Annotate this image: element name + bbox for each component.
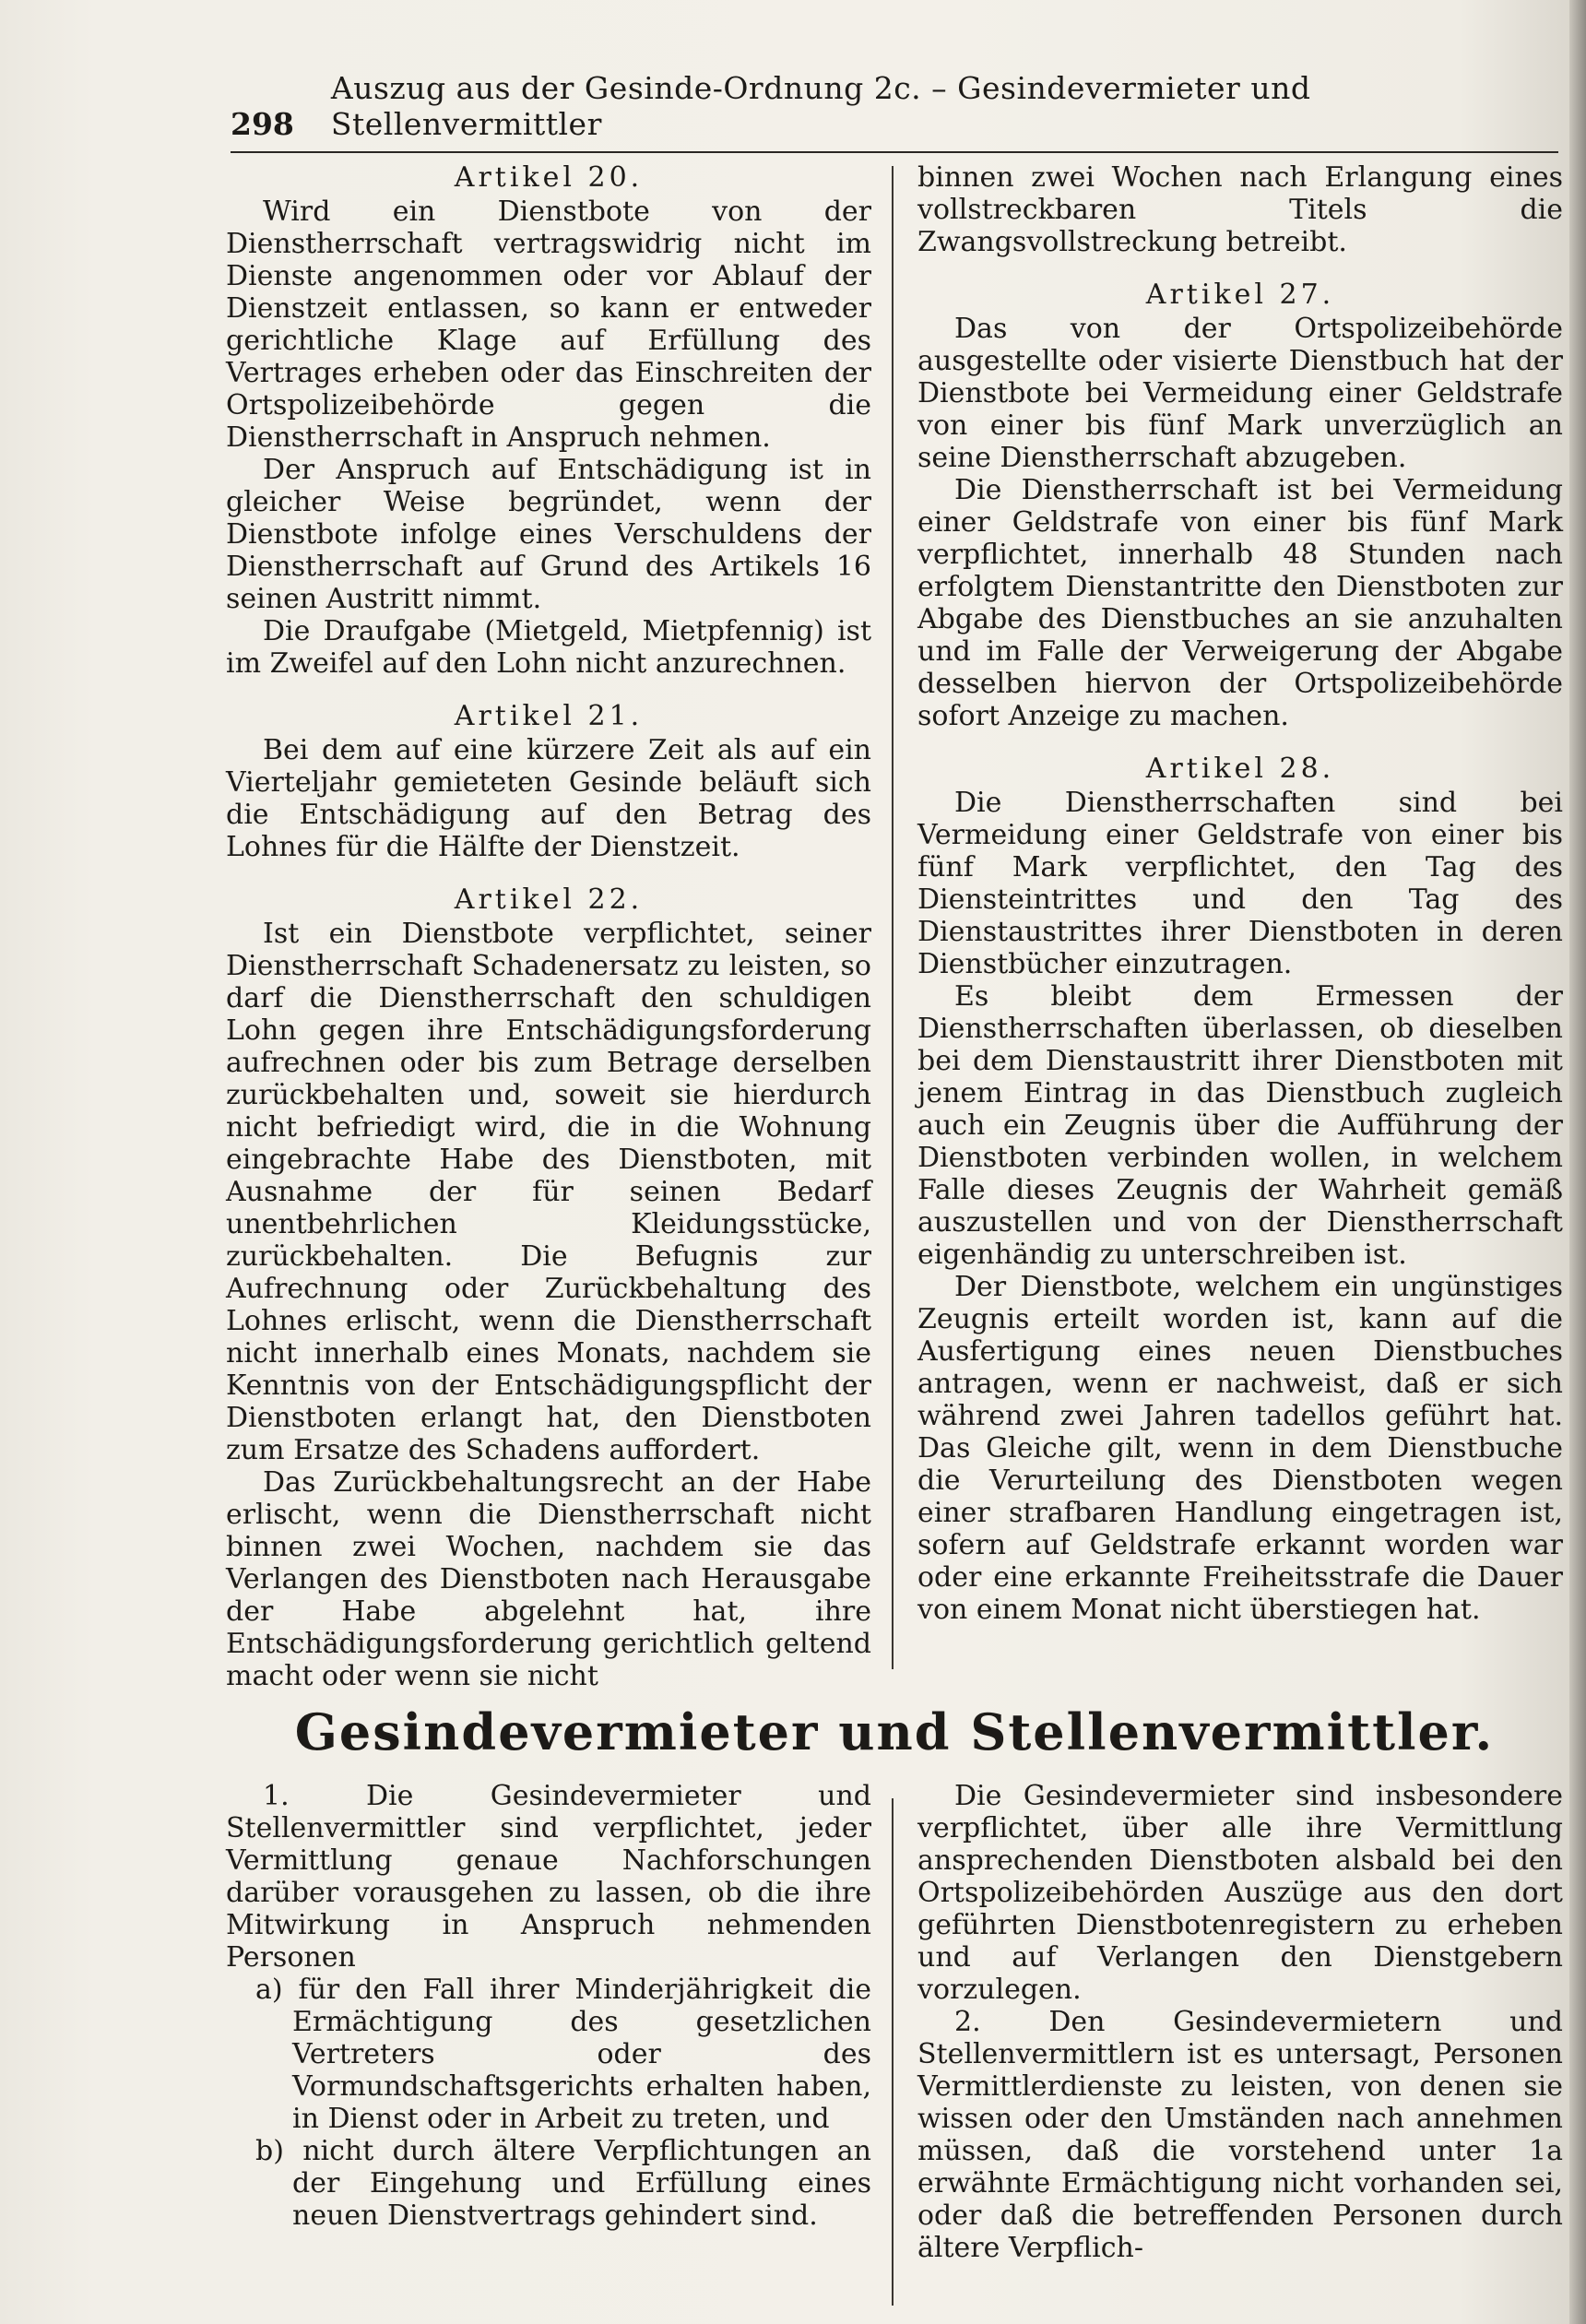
article-21-paragraph-1: Bei dem auf eine kürzere Zeit als auf ein Vierteljahr gemieteten Gesinde beläuft sich die Entschädigung auf den Betrag des Lohnes für die Hälfte der Dienstzeit. <box>226 734 871 863</box>
section-title: Gesindevermieter und Stellenvermittler. <box>294 1702 1495 1761</box>
left-column <box>226 161 871 1692</box>
section-item-b: b) nicht durch ältere Verpflichtungen an der Eingehung und Erfüllung eines neuen Dienstvertrags gehindert sind. <box>255 2135 871 2232</box>
section-item-a: a) für den Fall ihrer Minderjährigkeit die Ermächtigung des gesetzlichen Vertreters oder des Vormundschaftsgerichts erhalten haben, in Dienst oder in Arbeit zu treten, und <box>255 1974 871 2135</box>
article-20-heading: Artikel 20. <box>454 161 644 194</box>
page-edge <box>1569 0 1586 2324</box>
section-right-paragraph-1: Die Gesindevermieter sind insbesondere verpflichtet, über alle ihre Vermittlung ansprechenden Dienstboten alsbald bei den Ortspolizeibehörden Auszüge aus den dort geführten Dienstbotenregistern zu erheben und auf Verlangen den Dienstgebern vorzulegen. <box>917 1780 1563 2006</box>
page-number: 298 <box>231 106 294 142</box>
right-column <box>917 161 1563 1626</box>
section-right-paragraph-2: 2. Den Gesindevermietern und Stellenvermittlern ist es untersagt, Personen Vermittlerdienste zu leisten, von denen sie wissen oder den Umständen nach annehmen müssen, daß die vorstehend unter 1a erwähnte Ermächtigung nicht vorhanden sei, oder daß die betreffenden Personen durch ältere Verpflich- <box>917 2006 1563 2264</box>
article-20-paragraph-1: Wird ein Dienstbote von der Dienstherrschaft vertragswidrig nicht im Dienste angenommen oder vor Ablauf der Dienstzeit entlassen, so kann er entweder gerichtliche Klage auf Erfüllung des Vertrages erheben oder das Einschreiten der Ortspolizeibehörde gegen die Dienstherrschaft in Anspruch nehmen. <box>226 196 871 454</box>
article-28-paragraph-1: Die Dienstherrschaften sind bei Vermeidung einer Geldstrafe von einer bis fünf Mark verpflichtet, den Tag des Diensteintrittes und den Tag des Dienstaustrittes ihrer Dienstboten in deren Dienstbücher einzutragen. <box>917 787 1563 980</box>
running-header <box>231 70 1558 153</box>
section-right-column <box>917 1780 1563 2264</box>
article-27-heading: Artikel 27. <box>1145 279 1335 311</box>
section-left-column <box>226 1780 871 2232</box>
column-divider <box>892 166 894 1669</box>
section-column-divider <box>892 1798 894 2306</box>
article-22-heading: Artikel 22. <box>454 883 644 916</box>
article-27-paragraph-2: Die Dienstherrschaft ist bei Vermeidung einer Geldstrafe von einer bis fünf Mark verpflichtet, innerhalb 48 Stunden nach erfolgtem Dienstantritte den Dienstboten zur Abgabe des Dienstbuches an sie anzuhalten und im Falle der Verweigerung der Abgabe desselben hiervon der Ortspolizeibehörde sofort Anzeige zu machen. <box>917 474 1563 732</box>
running-title: Auszug aus der Gesinde-Ordnung 2c. – Gesindevermieter und Stellenvermittler <box>330 70 1311 142</box>
article-21-heading: Artikel 21. <box>454 700 644 732</box>
article-28-heading: Artikel 28. <box>1145 753 1335 785</box>
continued-paragraph: binnen zwei Wochen nach Erlangung eines vollstreckbaren Titels die Zwangsvollstreckung betreibt. <box>917 161 1563 258</box>
article-20-paragraph-2: Der Anspruch auf Entschädigung ist in gleicher Weise begründet, wenn der Dienstbote infolge eines Verschuldens der Dienstherrschaft auf Grund des Artikels 16 seinen Austritt nimmt. <box>226 454 871 615</box>
article-28-paragraph-3: Der Dienstbote, welchem ein ungünstiges Zeugnis erteilt worden ist, kann auf die Ausfertigung eines neuen Dienstbuches antragen, wenn er nachweist, daß er sich während zwei Jahren tadellos geführt hat. Das Gleiche gilt, wenn in dem Dienstbuche die Verurteilung des Dienstboten wegen einer strafbaren Handlung eingetragen ist, sofern auf Geldstrafe erkannt worden war oder eine erkannte Freiheitsstrafe die Dauer von einem Monat nicht überstiegen hat. <box>917 1271 1563 1626</box>
article-28-paragraph-2: Es bleibt dem Ermessen der Dienstherrschaften überlassen, ob dieselben bei dem Dienstaustritt ihrer Dienstboten mit jenem Eintrag in das Dienstbuch zugleich auch ein Zeugnis über die Aufführung der Dienstboten verbinden wollen, in welchem Falle dieses Zeugnis der Wahrheit gemäß auszustellen und von der Dienstherrschaft eigenhändig zu unterschreiben ist. <box>917 980 1563 1271</box>
article-22-paragraph-2: Das Zurückbehaltungsrecht an der Habe erlischt, wenn die Dienstherrschaft nicht binnen zwei Wochen, nachdem sie das Verlangen des Dienstboten nach Herausgabe der Habe abgelehnt hat, ihre Entschädigungsforderung gerichtlich geltend macht oder wenn sie nicht <box>226 1466 871 1692</box>
article-20-paragraph-3: Die Draufgabe (Mietgeld, Mietpfennig) ist im Zweifel auf den Lohn nicht anzurechnen. <box>226 615 871 680</box>
article-27-paragraph-1: Das von der Ortspolizeibehörde ausgestellte oder visierte Dienstbuch hat der Dienstbote bei Vermeidung einer Geldstrafe von einer bis fünf Mark unverzüglich an seine Dienstherrschaft abzugeben. <box>917 313 1563 474</box>
section-paragraph-1: 1. Die Gesindevermieter und Stellenvermittler sind verpflichtet, jeder Vermittlung genaue Nachforschungen darüber vorausgehen zu lassen, ob die ihre Mitwirkung in Anspruch nehmenden Personen <box>226 1780 871 1974</box>
article-22-paragraph-1: Ist ein Dienstbote verpflichtet, seiner Dienstherrschaft Schadenersatz zu leisten, so darf die Dienstherrschaft den schuldigen Lohn gegen ihre Entschädigungsforderung aufrechnen oder bis zum Betrage derselben zurückbehalten und, soweit sie hierdurch nicht befriedigt wird, die in die Wohnung eingebrachte Habe des Dienstboten, mit Ausnahme der für seinen Bedarf unentbehrlichen Kleidungsstücke, zurückbehalten. Die Befugnis zur Aufrechnung oder Zurückbehaltung des Lohnes erlischt, wenn die Dienstherrschaft nicht innerhalb eines Monats, nachdem sie Kenntnis von der Entschädigungspflicht der Dienstboten erlangt hat, den Dienstboten zum Ersatze des Schadens auffordert. <box>226 918 871 1466</box>
